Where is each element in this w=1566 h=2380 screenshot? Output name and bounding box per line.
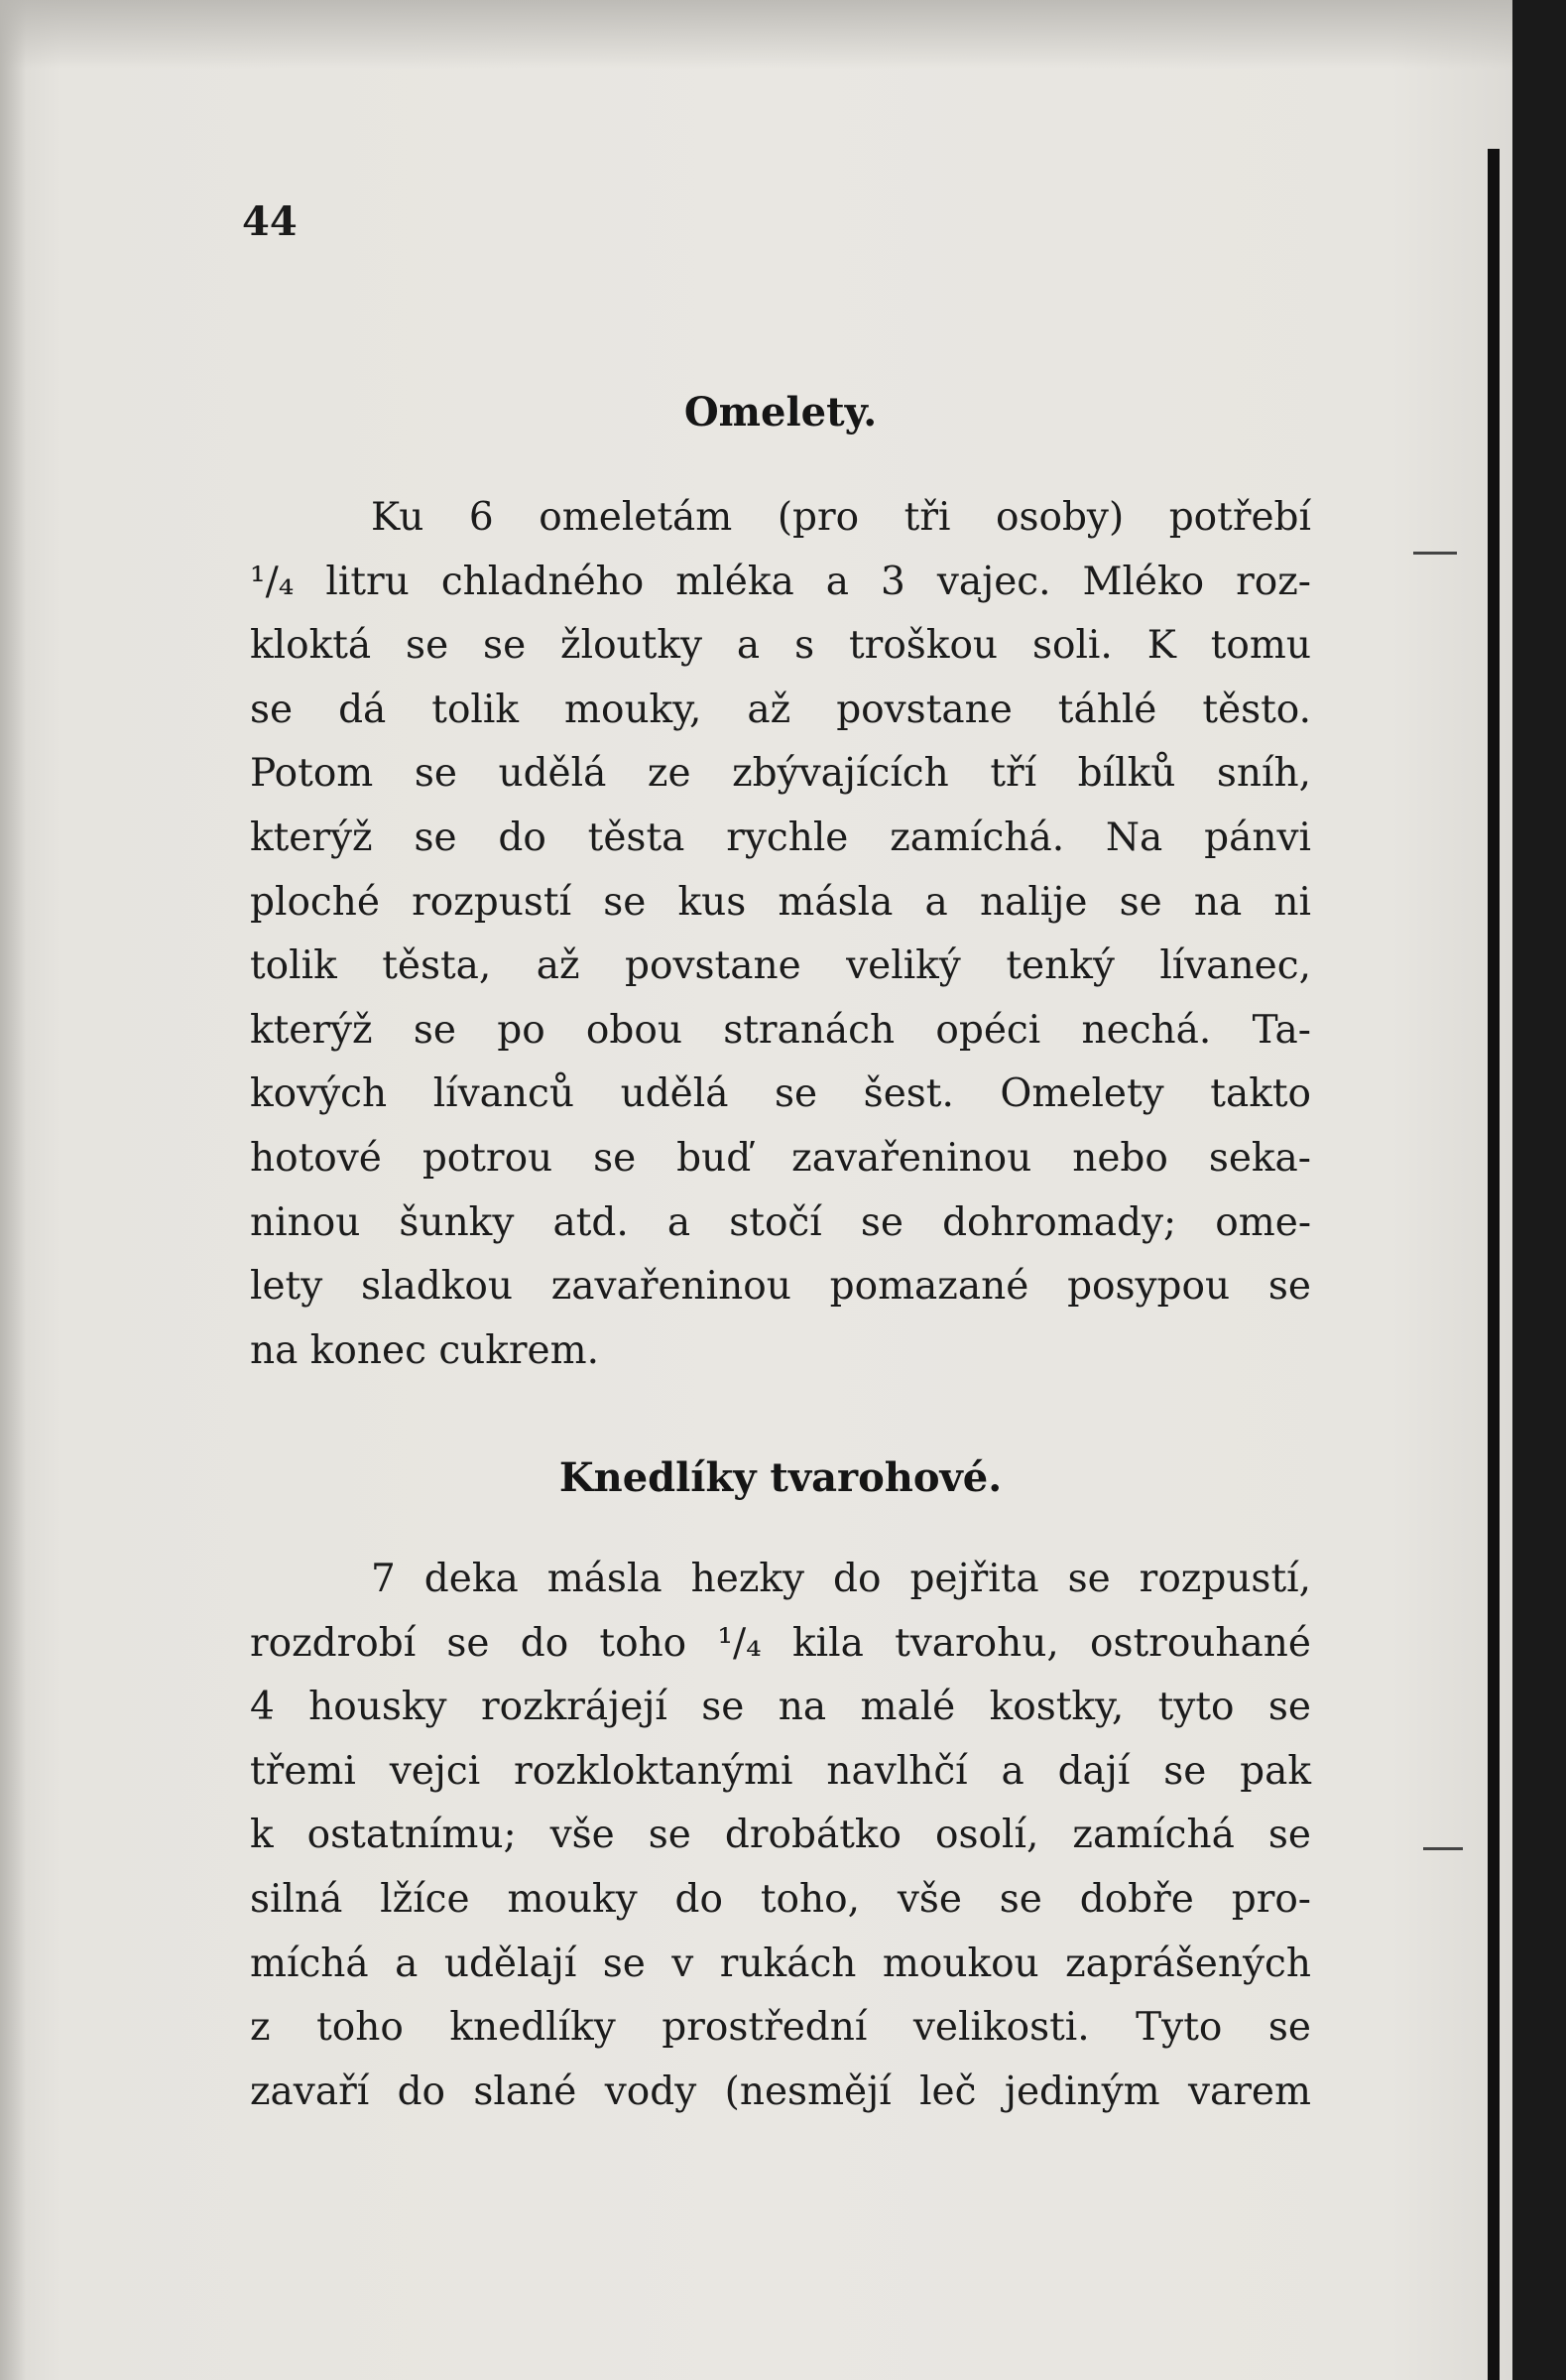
section-heading-knedliky: Knedlíky tvarohové. (558, 1454, 1003, 1501)
text-line: třemi vejci rozkloktanými navlhčí a dají se pak (250, 1748, 1311, 1794)
text-line: 7 deka másla hezky do pejřita se rozpustí, (371, 1557, 1311, 1601)
text-line: hotové potrou se buď zavařeninou nebo seka- (250, 1135, 1311, 1181)
section-body-knedliky (250, 1548, 1311, 2124)
text-line: kterýž se po obou stranách opéci nechá. Ta- (250, 1007, 1311, 1053)
text-line: na konec cukrem. (250, 1327, 600, 1373)
page-number: 44 (242, 198, 298, 245)
text-line: kloktá se se žloutky a s troškou soli. K tomu (250, 623, 1311, 669)
text-line: kových lívanců udělá se šest. Omelety takto (250, 1071, 1311, 1117)
text-line: 4 housky rozkrájejí se na malé kostky, tyto se (250, 1685, 1311, 1730)
text-line: Ku 6 omeletám (pro tři osoby) potřebí (371, 495, 1311, 540)
text-line: ploché rozpustí se kus másla a nalije se na ni (250, 879, 1311, 925)
text-line: kterýž se do těsta rychle zamíchá. Na pánvi (250, 814, 1311, 860)
section-heading-omelety: Omelety. (683, 389, 878, 436)
text-line: ¹/₄ litru chladného mléka a 3 vajec. Mléko roz- (250, 559, 1311, 604)
text-line: k ostatnímu; vše se drobátko osolí, zamíchá se (250, 1813, 1311, 1858)
edge-mark (1423, 1847, 1463, 1850)
text-line: zavaří do slané vody (nesmějí leč jediným varem (250, 2068, 1311, 2114)
text-line: z toho knedlíky prostřední velikosti. Tyto se (250, 2005, 1311, 2051)
text-line: se dá tolik mouky, až povstane táhlé těsto. (250, 687, 1311, 732)
section-body-omelety (250, 486, 1311, 1383)
text-line: Potom se udělá ze zbývajících tří bílků sníh, (250, 751, 1311, 797)
text-line: lety sladkou zavařeninou pomazané posypou se (250, 1264, 1311, 1310)
text-line: ninou šunky atd. a stočí se dohromady; ome- (250, 1199, 1311, 1245)
page-edge-shadow (1488, 149, 1500, 2380)
text-line: rozdrobí se do toho ¹/₄ kila tvarohu, ostrouhané (250, 1620, 1311, 1666)
text-line: míchá a udělají se v rukách moukou zaprášených (250, 1941, 1311, 1986)
text-line: tolik těsta, až povstane veliký tenký lívanec, (250, 943, 1311, 989)
edge-mark (1413, 552, 1457, 555)
text-line: silná lžíce mouky do toho, vše se dobře pro- (250, 1876, 1311, 1922)
